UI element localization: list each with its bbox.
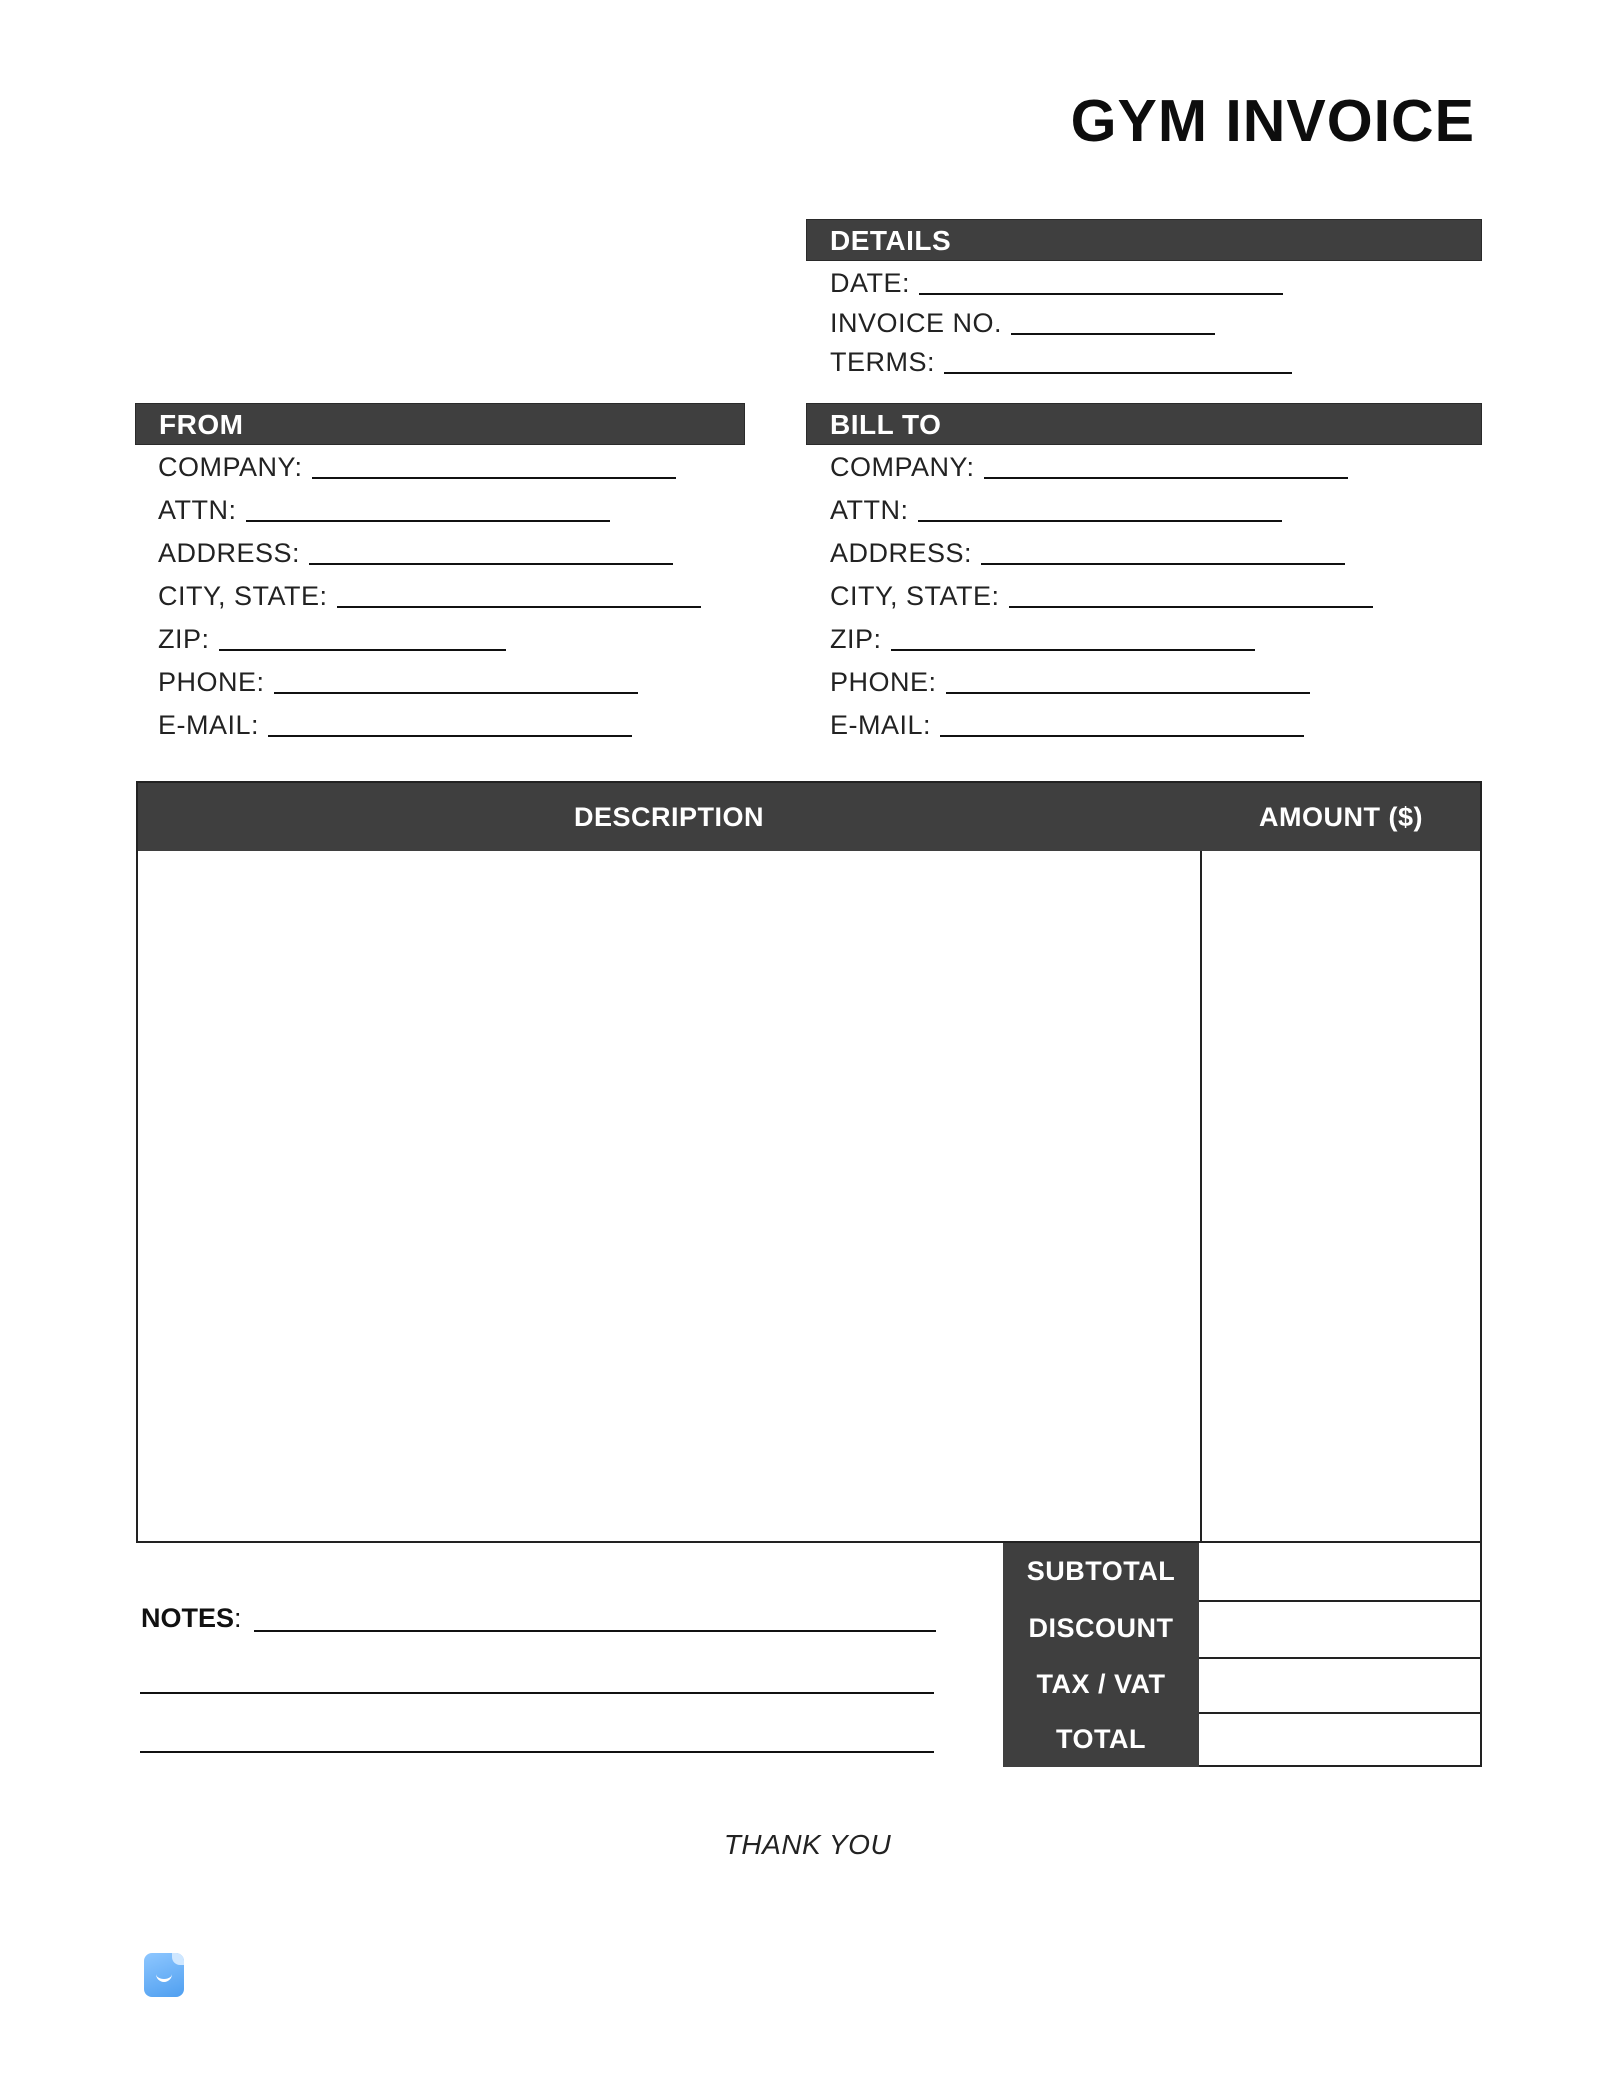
- bill-to-zip-field[interactable]: [830, 626, 1255, 653]
- bill-to-city-state-label: CITY, STATE:: [830, 581, 1000, 611]
- from-company-label: COMPANY:: [158, 452, 303, 482]
- bill-to-company-field[interactable]: [830, 454, 1348, 481]
- notes-line-1[interactable]: [254, 1630, 936, 1632]
- bill-to-phone-field[interactable]: [830, 669, 1310, 696]
- bill-to-email-label: E-MAIL:: [830, 710, 932, 740]
- subtotal-value[interactable]: [1199, 1543, 1482, 1602]
- from-company-field[interactable]: [158, 454, 676, 481]
- from-zip-field[interactable]: [158, 626, 506, 653]
- amount-cell[interactable]: [1202, 851, 1480, 1541]
- from-zip-label: ZIP:: [158, 624, 210, 654]
- tax-vat-value[interactable]: [1199, 1657, 1482, 1714]
- from-email-label: E-MAIL:: [158, 710, 260, 740]
- from-phone-label: PHONE:: [158, 667, 265, 697]
- tax-vat-label: TAX / VAT: [1003, 1657, 1199, 1712]
- invoice-title: GYM INVOICE: [1070, 88, 1475, 154]
- description-column-header: DESCRIPTION: [573, 802, 765, 832]
- bill-to-address-label: ADDRESS:: [830, 538, 973, 568]
- notes-label-text: NOTES: [141, 1603, 235, 1633]
- from-address-field[interactable]: [158, 540, 673, 567]
- details-header: DETAILS: [806, 219, 1482, 261]
- bill-to-phone-label: PHONE:: [830, 667, 937, 697]
- description-cell[interactable]: [138, 851, 1200, 1541]
- details-date-label: DATE:: [830, 268, 911, 298]
- totals-block: [1003, 1543, 1482, 1767]
- thank-you-text: THANK YOU: [723, 1829, 892, 1860]
- smile-doc-icon: [144, 1953, 184, 1997]
- bill-to-attn-label: ATTN:: [830, 495, 909, 525]
- details-invoice-no-field[interactable]: [830, 310, 1215, 337]
- bill-to-city-state-field[interactable]: [830, 583, 1373, 610]
- from-header: FROM: [135, 403, 745, 445]
- bill-to-header: BILL TO: [806, 403, 1482, 445]
- notes-label: [141, 1603, 242, 1634]
- from-address-label: ADDRESS:: [158, 538, 301, 568]
- discount-label: DISCOUNT: [1003, 1600, 1199, 1657]
- details-date-field[interactable]: [830, 270, 1283, 297]
- bill-to-email-field[interactable]: [830, 712, 1304, 739]
- discount-value[interactable]: [1199, 1600, 1482, 1659]
- bill-to-attn-field[interactable]: [830, 497, 1282, 524]
- from-attn-label: ATTN:: [158, 495, 237, 525]
- line-items-table: [136, 781, 1482, 1543]
- details-invoice-no-label: INVOICE NO.: [830, 308, 1003, 338]
- notes-line-3[interactable]: [140, 1751, 934, 1753]
- from-email-field[interactable]: [158, 712, 632, 739]
- from-city-state-label: CITY, STATE:: [158, 581, 328, 611]
- table-header-row: [138, 783, 1480, 851]
- from-phone-field[interactable]: [158, 669, 638, 696]
- notes-line-2[interactable]: [140, 1692, 934, 1694]
- details-terms-label: TERMS:: [830, 347, 936, 377]
- from-attn-field[interactable]: [158, 497, 610, 524]
- bill-to-zip-label: ZIP:: [830, 624, 882, 654]
- from-city-state-field[interactable]: [158, 583, 701, 610]
- bill-to-address-field[interactable]: [830, 540, 1345, 567]
- total-value[interactable]: [1199, 1712, 1482, 1767]
- amount-column-header: AMOUNT ($): [1259, 802, 1423, 832]
- details-terms-field[interactable]: [830, 349, 1292, 376]
- notes-colon: :: [234, 1603, 242, 1633]
- subtotal-label: SUBTOTAL: [1003, 1543, 1199, 1600]
- bill-to-company-label: COMPANY:: [830, 452, 975, 482]
- total-label: TOTAL: [1003, 1712, 1199, 1767]
